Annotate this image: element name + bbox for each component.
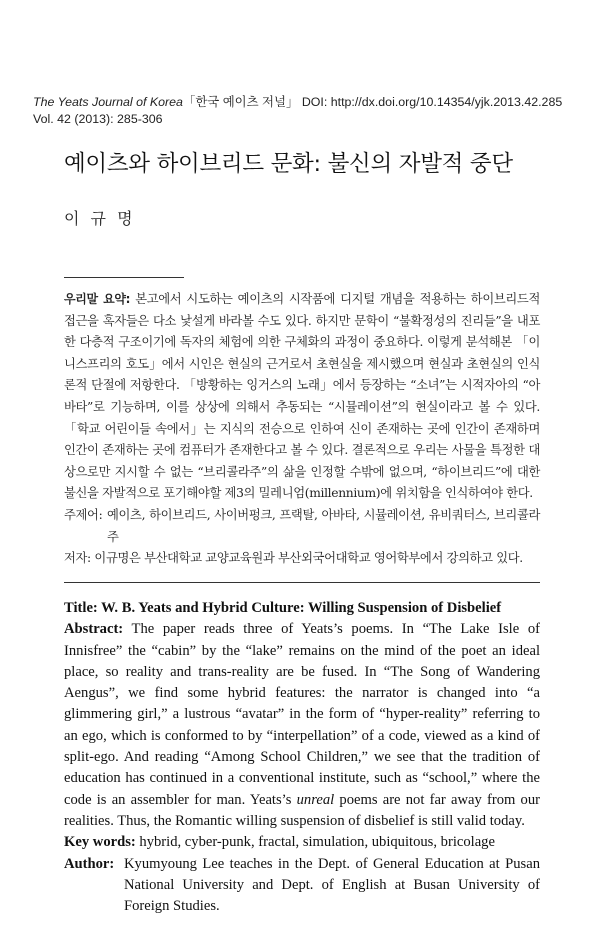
english-keywords-label: Key words: [64,834,136,851]
english-author-info [64,854,540,918]
korean-keywords-text: 예이츠, 하이브리드, 사이버펑크, 프랙탈, 아바타, 시뮬레이션, 유비쿼터스, 브리콜라주 [107,507,540,544]
korean-keywords-label: 주제어: [64,507,103,522]
divider [64,582,540,583]
journal-header [33,94,573,128]
english-keywords [64,832,540,853]
english-title: Title: W. B. Yeats and Hybrid Culture: Willing Suspension of Disbelief [64,600,502,616]
english-abstract-section [64,598,540,917]
english-abstract-text-2: poems are not far away from our realities. Thus, the Romantic willing suspension of disbelief is still valid today. [64,791,541,829]
paper-title: 예이츠와 하이브리드 문화: 불신의 자발적 중단 [64,151,513,177]
korean-keywords [64,505,540,548]
english-author-label: Author: [64,855,115,872]
author-name: 이 규 명 [64,209,136,228]
journal-korean-name: 「한국 예이츠 저널」 [182,95,299,109]
korean-author-info [64,548,540,570]
korean-author-text: 이규명은 부산대학교 교양교육원과 부산외국어대학교 영어학부에서 강의하고 있다. [94,551,523,566]
english-abstract [64,619,540,832]
korean-author-label: 저자: [64,551,91,566]
english-author-text: Kyumyoung Lee teaches in the Dept. of General Education at Pusan National University and Dept. of English at Busan University of Foreign Studies. [124,855,540,915]
korean-abstract [64,289,540,505]
korean-abstract-section [64,289,540,570]
journal-name: The Yeats Journal of Korea [33,95,183,109]
journal-citation-line [33,94,573,111]
english-abstract-emphasis: unreal [296,791,335,808]
english-keywords-text: hybrid, cyber-punk, fractal, simulation, ubiquitous, bricolage [139,834,495,851]
doi-link[interactable]: DOI: http://dx.doi.org/10.14354/yjk.2013.42.285 [301,95,563,109]
korean-abstract-text: 본고에서 시도하는 예이츠의 시작품에 디지털 개념을 적용하는 하이브리드적 접근을 혹자들은 다소 낯설게 바라볼 수도 있다. 하지만 문학이 “불확정성의 진리들”을 내포한 다층적 구조이기에 독자의 체험에 의한 구체화의 과정이 중요하다. 이렇게 분석해본 「이니스프리의 호도」에서 시인은 현실의 근거로서 초현실을 제시했으며 현실과 초현실의 인식론적 단절에 저항한다. 「방황하는 잉거스의 노래」에서 등장하는 “소녀”는 시적자아의 “아바타”로 기능하며, 이를 상상에 의해서 추동되는 “시뮬레이션”의 현실이라고 볼 수 있다. 「학교 어린이들 속에서」는 지식의 전승으로 인하여 신이 존재하는 곳에 인간이 존재하며 인간이 존재하는 곳에 컴퓨터가 존재한다고 볼 수 있다. 결론적으로 우리는 사물을 특정한 대상으로만 지시할 수 없는 “브리콜라주”의 삶을 인정할 수밖에 없으며, “하이브리드”에 대한 불신을 자발적으로 포기해야할 제3의 밀레니엄(millennium)에 위치함을 인식하여야 한다. [64,292,540,501]
english-abstract-label: Abstract: [64,621,124,638]
korean-abstract-label: 우리말 요약: [64,292,131,306]
divider [64,277,184,278]
volume-info: Vol. 42 (2013): 285-306 [33,112,163,126]
english-abstract-text-1: The paper reads three of Yeats’s poems. In “The Lake Isle of Innisfree” the “cabin” by the “lake” remains on the mind of the poet an ideal place, so reality and trans-reality are be fused. In “The Song of Wandering Aengus”, we find some hybrid features: the narrator is changed into “a glimmering girl,” a lustrous “avatar” in the form of “hyper-reality” referring to an ego, which is conformed to by “interpellation” of a code, viewed as a kind of split-ego. And reading “Among School Children,” we see that the tradition of education has continued in a conventional institute, such as “school,” where the code is an assembler for man. Yeats’s [64,621,540,808]
